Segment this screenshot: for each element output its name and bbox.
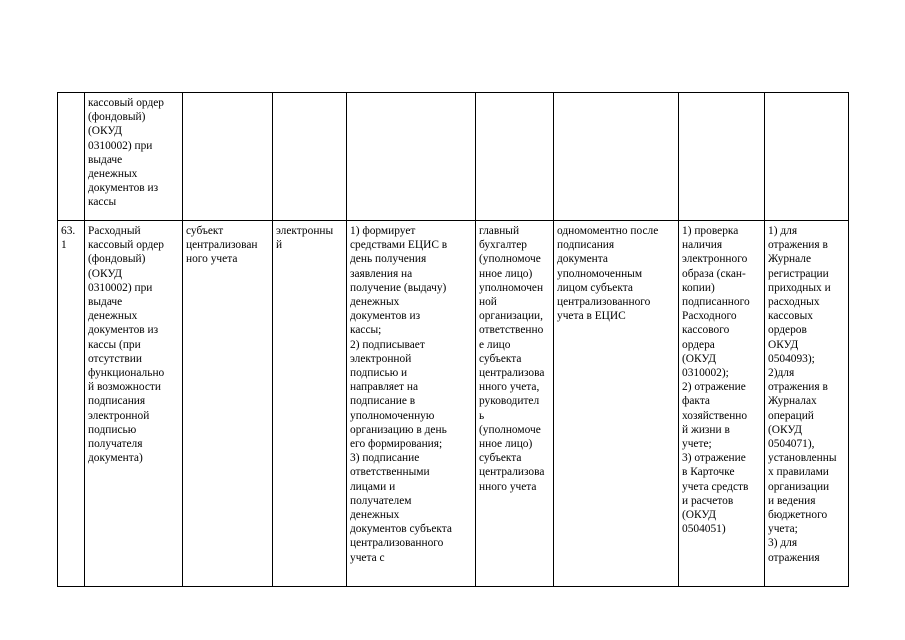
purpose-cell (765, 93, 849, 221)
table-row (58, 221, 849, 587)
row-number-cell: 63. 1 (58, 221, 85, 587)
recipient-cell (679, 93, 765, 221)
creator-cell (183, 93, 273, 221)
responsible-cell (476, 93, 554, 221)
actions-cell (347, 93, 476, 221)
document-name-cell: кассовый ордер (фондовый) (ОКУД 0310002) при выдаче денежных документов из кассы (85, 93, 183, 221)
table-row (58, 93, 849, 221)
recipient-cell: 1) проверка наличия электронного образа (скан- копии) подписанного Расходного кассового ордера (ОКУД 0310002); 2) отражение факта хозяйственно й жизни в учете; 3) отражение в Карточке учета средств и расчетов (ОКУД 0504051) (679, 221, 765, 587)
deadline-cell: одномоментно после подписания документа уполномоченным лицом субъекта централизованного учета в ЕЦИС (554, 221, 679, 587)
document-table (57, 92, 849, 587)
deadline-cell (554, 93, 679, 221)
creator-cell: субъект централизован ного учета (183, 221, 273, 587)
actions-cell: 1) формирует средствами ЕЦИС в день получения заявления на получение (выдачу) денежных документов из кассы; 2) подписывает электронной подписью и направляет на подписание в уполномоченную организацию в день его формирования; 3) подписание ответственными лицами и получателем денежных документов субъекта централизованного учета с (347, 221, 476, 587)
form-cell (273, 93, 347, 221)
document-name-cell: Расходный кассовый ордер (фондовый) (ОКУД 0310002) при выдаче денежных документов из кассы (при отсутствии функционально й возможности подписания электронной подписью получателя документа) (85, 221, 183, 587)
purpose-cell: 1) для отражения в Журнале регистрации приходных и расходных кассовых ордеров ОКУД 0504093); 2)для отражения в Журналах операций (ОКУД 0504071), установленны х правилами организации и ведения бюджетного учета; 3) для отражения (765, 221, 849, 587)
row-number-cell (58, 93, 85, 221)
form-cell: электронны й (273, 221, 347, 587)
responsible-cell: главный бухгалтер (уполномоче нное лицо) уполномочен ной организации, ответственно е лицо субъекта централизова нного учета, руководител ь (уполномоче нное лицо) субъекта централизова нного учета (476, 221, 554, 587)
